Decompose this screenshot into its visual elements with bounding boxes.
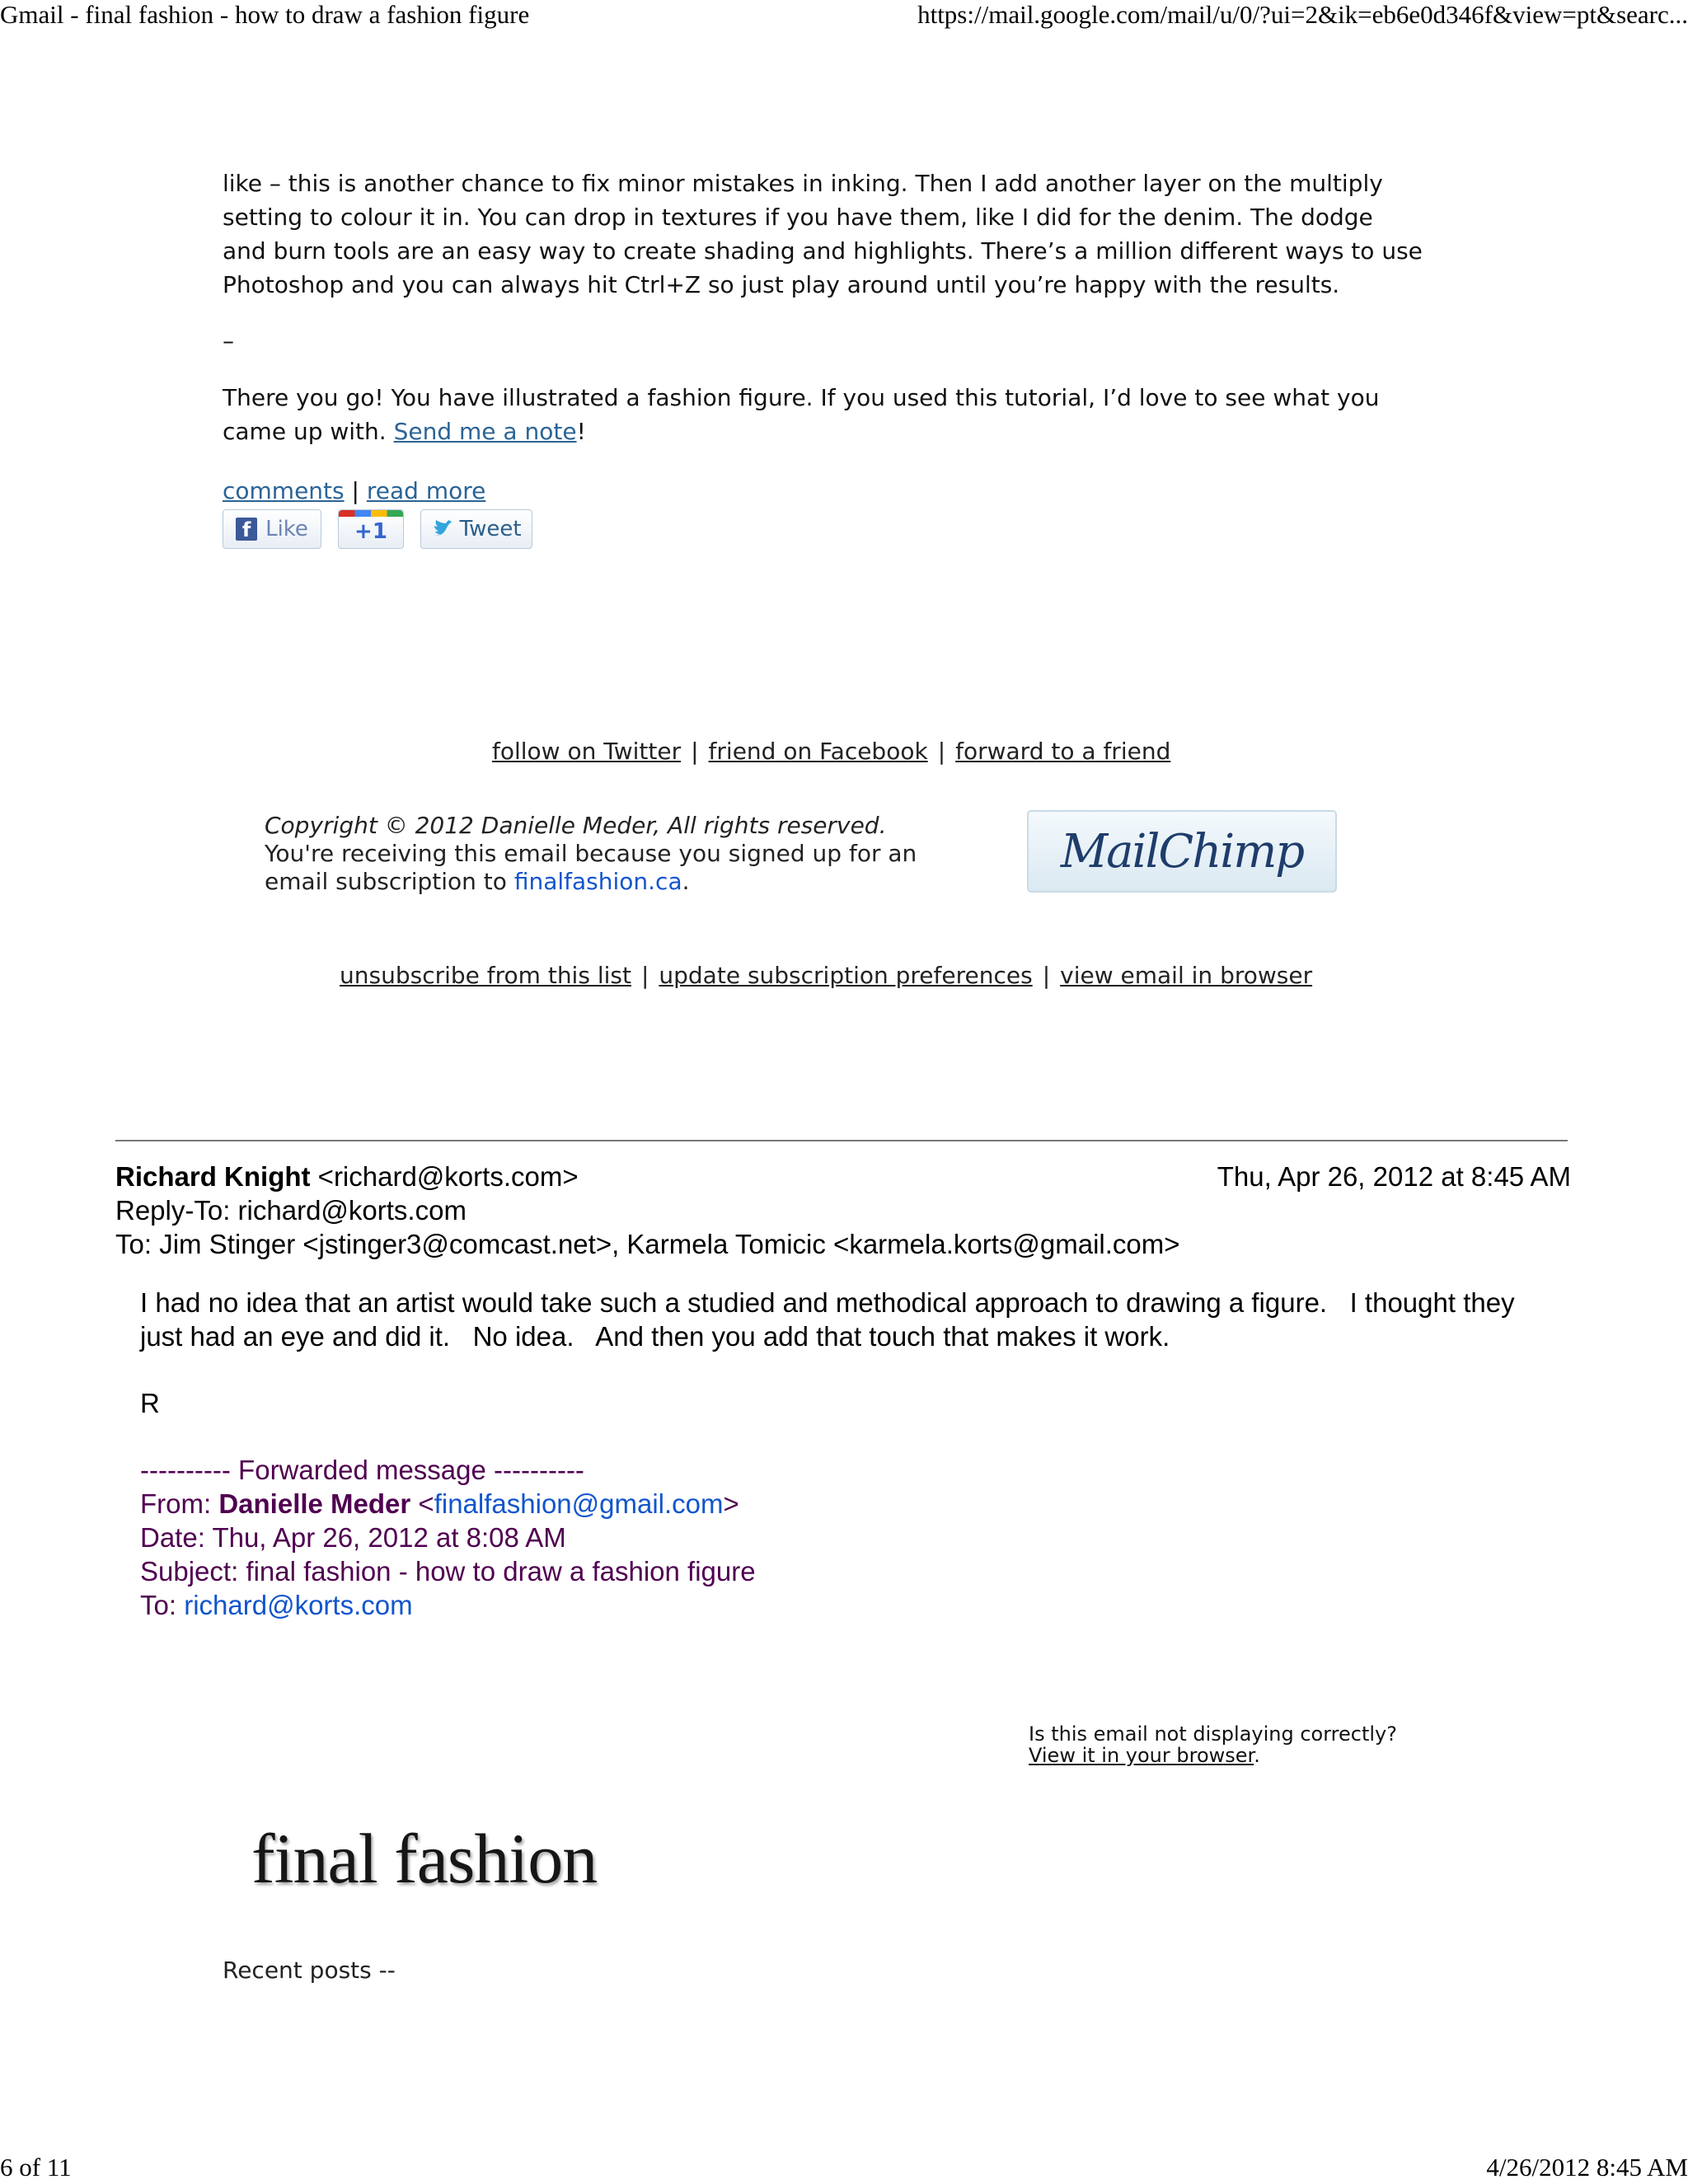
unsubscribe-link[interactable]: unsubscribe from this list bbox=[340, 962, 631, 989]
sender-email: <richard@korts.com> bbox=[310, 1161, 579, 1192]
from-name: Danielle Meder bbox=[218, 1488, 411, 1519]
from-label: From: bbox=[140, 1488, 219, 1519]
link-separator: | bbox=[640, 962, 649, 989]
paragraph-line: Photoshop and you can always hit Ctrl+Z so just play around until you’re happy with the results. bbox=[223, 271, 1340, 298]
sender-name: Richard Knight bbox=[115, 1161, 311, 1192]
google-plus-one-button[interactable] bbox=[338, 509, 404, 549]
from-bracket: > bbox=[723, 1488, 739, 1519]
paragraph-line: setting to colour it in. You can drop in textures if you have them, like I did for the denim. The dodge bbox=[223, 204, 1373, 231]
recent-posts-label: Recent posts -- bbox=[223, 1957, 396, 1984]
facebook-icon: f bbox=[236, 518, 257, 541]
paragraph-line bbox=[223, 415, 1492, 448]
comments-link[interactable]: comments bbox=[223, 477, 345, 504]
paragraph-line: There you go! You have illustrated a fashion figure. If you used this tutorial, I’d love to see what you bbox=[223, 384, 1380, 411]
body-line: just had an eye and did it. No idea. And then you add that touch that makes it work. bbox=[140, 1321, 1170, 1352]
recipients: To: Jim Stinger <jstinger3@comcast.net>, Karmela Tomicic <karmela.korts@gmail.com> bbox=[115, 1229, 1180, 1259]
message-sender bbox=[115, 1160, 579, 1193]
twitter-bird-icon bbox=[431, 518, 456, 540]
copyright-line: Copyright © 2012 Danielle Meder, All rights reserved. bbox=[265, 812, 887, 839]
post-links bbox=[223, 474, 1492, 508]
message-divider bbox=[115, 1140, 1568, 1141]
message-date: Thu, Apr 26, 2012 at 8:45 AM bbox=[1217, 1161, 1571, 1192]
view-browser-link[interactable]: View it in your browser bbox=[1029, 1744, 1254, 1767]
print-page-number: 6 of 11 bbox=[0, 2153, 72, 2182]
notice-link-line bbox=[1029, 1745, 1397, 1766]
subscription-reason-cont bbox=[265, 868, 1006, 896]
facebook-like-button[interactable] bbox=[223, 509, 321, 549]
link-separator: | bbox=[1042, 962, 1051, 989]
forwarded-from bbox=[140, 1487, 739, 1521]
message-body bbox=[140, 1286, 1558, 1353]
signature: R bbox=[140, 1388, 160, 1418]
print-page-title: Gmail - final fashion - how to draw a fashion figure bbox=[0, 0, 530, 29]
forwarded-date: Date: Thu, Apr 26, 2012 at 8:08 AM bbox=[140, 1522, 566, 1553]
subscription-text: . bbox=[682, 868, 690, 895]
paragraph-text: ! bbox=[576, 418, 586, 445]
send-note-link[interactable]: Send me a note bbox=[393, 418, 577, 445]
from-bracket: < bbox=[410, 1488, 434, 1519]
tweet-button[interactable] bbox=[420, 509, 532, 549]
forwarded-header: ---------- Forwarded message ---------- bbox=[140, 1455, 584, 1485]
to-label: To: bbox=[140, 1590, 185, 1620]
paragraph-line: like – this is another chance to fix minor mistakes in inking. Then I add another layer on the multiply bbox=[223, 170, 1383, 197]
link-separator: | bbox=[937, 738, 946, 765]
print-timestamp: 4/26/2012 8:45 AM bbox=[1486, 2153, 1688, 2182]
print-page-url: https://mail.google.com/mail/u/0/?ui=2&ik=eb6e0d346f&view=pt&searc... bbox=[917, 0, 1688, 29]
forwarded-subject: Subject: final fashion - how to draw a fashion figure bbox=[140, 1556, 756, 1586]
like-label: Like bbox=[265, 517, 308, 541]
display-notice bbox=[1029, 1723, 1397, 1766]
view-in-browser-link[interactable]: view email in browser bbox=[1060, 962, 1313, 989]
paragraph-text: came up with. bbox=[223, 418, 394, 445]
from-email-link[interactable]: finalfashion@gmail.com bbox=[434, 1488, 724, 1519]
newsletter-paragraph bbox=[223, 166, 1492, 302]
final-fashion-logo: final fashion bbox=[251, 1819, 598, 1898]
subscription-reason: You're receiving this email because you signed up for an bbox=[265, 840, 917, 867]
subscription-links bbox=[340, 962, 1312, 989]
plus-one-stripe bbox=[339, 510, 403, 517]
to-email-link[interactable]: richard@korts.com bbox=[184, 1590, 413, 1620]
read-more-link[interactable]: read more bbox=[366, 477, 486, 504]
link-separator: | bbox=[691, 738, 699, 765]
notice-suffix: . bbox=[1254, 1744, 1260, 1767]
body-line: I had no idea that an artist would take such a studied and methodical approach to drawing a figure. I thought they bbox=[140, 1287, 1515, 1318]
update-preferences-link[interactable]: update subscription preferences bbox=[659, 962, 1033, 989]
friend-facebook-link[interactable]: friend on Facebook bbox=[708, 738, 928, 765]
plus-one-label: +1 bbox=[354, 519, 387, 544]
copyright-block bbox=[265, 812, 1006, 896]
forwarded-to bbox=[140, 1588, 413, 1622]
separator-dash: – bbox=[223, 327, 234, 354]
mailchimp-badge[interactable] bbox=[1027, 810, 1337, 893]
follow-links bbox=[492, 738, 1170, 765]
notice-text: Is this email not displaying correctly? bbox=[1029, 1722, 1397, 1746]
closing-paragraph bbox=[223, 381, 1492, 448]
paragraph-line: and burn tools are an easy way to create shading and highlights. There’s a million different ways to use bbox=[223, 237, 1423, 265]
links-separator: | bbox=[344, 477, 367, 504]
subscription-text: email subscription to bbox=[265, 868, 514, 895]
finalfashion-site-link[interactable]: finalfashion.ca bbox=[513, 868, 682, 895]
follow-twitter-link[interactable]: follow on Twitter bbox=[492, 738, 682, 765]
mailchimp-logo: MailChimp bbox=[1060, 824, 1304, 879]
tweet-label: Tweet bbox=[459, 517, 522, 541]
reply-to: Reply-To: richard@korts.com bbox=[115, 1195, 467, 1226]
forward-friend-link[interactable]: forward to a friend bbox=[955, 738, 1171, 765]
